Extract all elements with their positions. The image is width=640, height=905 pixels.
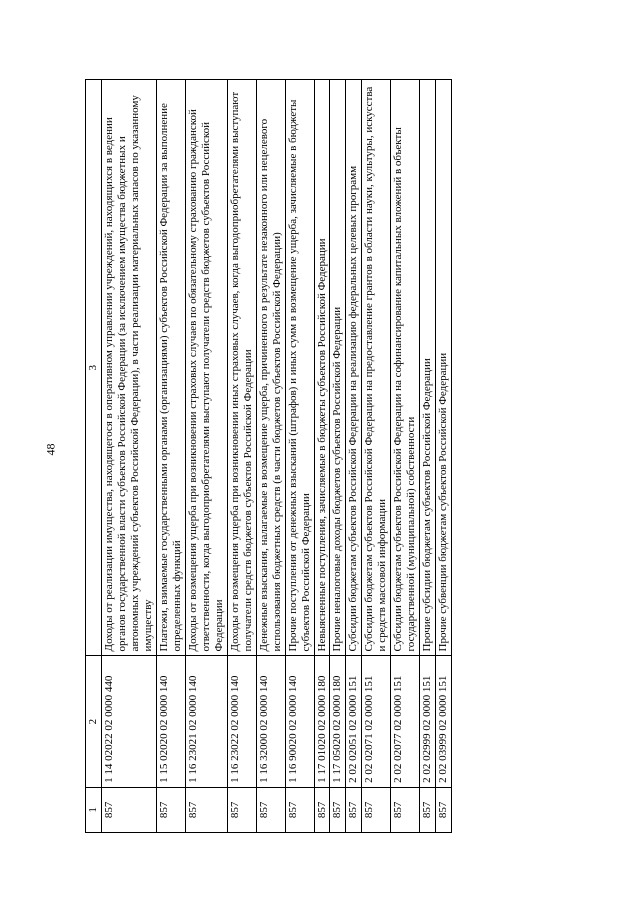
table-row: [436, 80, 452, 833]
table-row: [362, 80, 391, 833]
revenue-codes-table: [85, 79, 452, 833]
admin-code-cell: 857: [227, 787, 256, 832]
table-row: [346, 80, 362, 833]
revenue-code-cell: 2 02 03999 02 0000 151: [436, 656, 452, 787]
admin-code-cell: 857: [101, 787, 156, 832]
revenue-name-cell: Субсидии бюджетам субъектов Российской Федерации на реализацию федеральных целевых программ: [346, 80, 362, 656]
revenue-name-cell: Субсидии бюджетам субъектов Российской Федерации на софинансирование капитальных вложений в объекты государственной (муниципальной) собственности: [391, 80, 420, 656]
table-row: [101, 80, 156, 833]
admin-code-cell: 857: [314, 787, 330, 832]
admin-code-cell: 857: [420, 787, 436, 832]
table-row: [256, 80, 285, 833]
revenue-code-cell: 1 16 90020 02 0000 140: [285, 656, 314, 787]
revenue-name-cell: Денежные взыскания, налагаемые в возмещение ущерба, причиненного в результате незаконного или нецелевого использования бюджетных средств (в части бюджетов субъектов Российской Федерации): [256, 80, 285, 656]
table-row: [391, 80, 420, 833]
revenue-name-cell: Прочие субвенции бюджетам субъектов Российской Федерации: [436, 80, 452, 656]
table-row: [227, 80, 256, 833]
admin-code-cell: 857: [156, 787, 185, 832]
table-header-row: [86, 80, 102, 833]
revenue-code-cell: 1 16 23021 02 0000 140: [185, 656, 227, 787]
revenue-code-cell: 1 17 05020 02 0000 180: [330, 656, 346, 787]
revenue-name-cell: Прочие неналоговые доходы бюджетов субъектов Российской Федерации: [330, 80, 346, 656]
revenue-name-cell: Доходы от возмещения ущерба при возникновении страховых случаев по обязательному страхованию гражданской ответственности, когда выгодоприобретателями выступают получатели средств бюджетов субъектов Российской Федерации: [185, 80, 227, 656]
revenue-name-cell: Невыясненные поступления, зачисляемые в бюджеты субъектов Российской Федерации: [314, 80, 330, 656]
table-row: [185, 80, 227, 833]
admin-code-cell: 857: [346, 787, 362, 832]
revenue-code-cell: 1 14 02022 02 0000 440: [101, 656, 156, 787]
revenue-name-cell: Платежи, взимаемые государственными органами (организациями) субъектов Российской Федерации за выполнение определенных функций: [156, 80, 185, 656]
revenue-code-cell: 1 15 02020 02 0000 140: [156, 656, 185, 787]
revenue-code-cell: 1 16 32000 02 0000 140: [256, 656, 285, 787]
table-row: [420, 80, 436, 833]
revenue-name-cell: Прочие субсидии бюджетам субъектов Российской Федерации: [420, 80, 436, 656]
table-row: [285, 80, 314, 833]
column-header-3: 3: [86, 80, 102, 656]
admin-code-cell: 857: [362, 787, 391, 832]
page-number: 48: [43, 443, 58, 456]
revenue-code-cell: 2 02 02071 02 0000 151: [362, 656, 391, 787]
table-row: [330, 80, 346, 833]
revenue-code-cell: 2 02 02999 02 0000 151: [420, 656, 436, 787]
table-row: [314, 80, 330, 833]
admin-code-cell: 857: [330, 787, 346, 832]
revenue-code-cell: 1 17 01020 02 0000 180: [314, 656, 330, 787]
column-header-1: 1: [86, 787, 102, 832]
revenue-name-cell: Прочие поступления от денежных взысканий (штрафов) и иных сумм в возмещение ущерба, зачисляемые в бюджеты субъектов Российской Федерации: [285, 80, 314, 656]
revenue-code-cell: 1 16 23022 02 0000 140: [227, 656, 256, 787]
admin-code-cell: 857: [436, 787, 452, 832]
table-row: [156, 80, 185, 833]
revenue-name-cell: Доходы от реализации имущества, находящегося в оперативном управлении учреждений, находящихся в ведении органов государственной власти субъектов Российской Федерации (за исключением имущества бюджетных и автономных учреждений субъектов Российской Федерации), в части реализации материальных запасов по указанному имуществу: [101, 80, 156, 656]
admin-code-cell: 857: [285, 787, 314, 832]
admin-code-cell: 857: [391, 787, 420, 832]
revenue-code-cell: 2 02 02051 02 0000 151: [346, 656, 362, 787]
revenue-name-cell: Доходы от возмещения ущерба при возникновении иных страховых случаев, когда выгодоприобретателями выступают получатели средств бюджетов субъектов Российской Федерации: [227, 80, 256, 656]
admin-code-cell: 857: [185, 787, 227, 832]
rotated-table-container: [85, 79, 550, 833]
revenue-name-cell: Субсидии бюджетам субъектов Российской Федерации на предоставление грантов в области науки, культуры, искусства и средств массовой информации: [362, 80, 391, 656]
admin-code-cell: 857: [256, 787, 285, 832]
column-header-2: 2: [86, 656, 102, 787]
revenue-code-cell: 2 02 02077 02 0000 151: [391, 656, 420, 787]
